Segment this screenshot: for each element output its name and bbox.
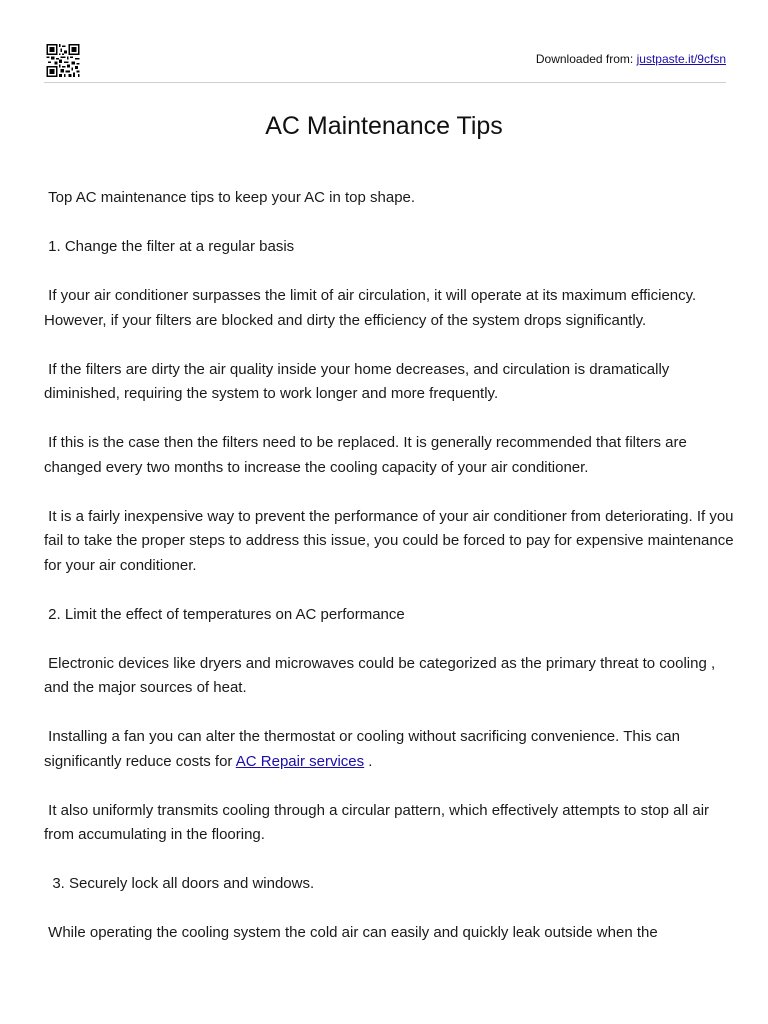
body-paragraph: It is a fairly inexpensive way to prevent the performance of your air conditioner from deteriorating. If you fail to take the proper steps to address this issue, you could be forced to pay for expensive maintenance for your air conditioner. — [44, 507, 738, 574]
section-heading: 3. Securely lock all doors and windows. — [44, 875, 315, 892]
body-paragraph-with-link — [44, 725, 734, 774]
ac-repair-services-link[interactable]: AC Repair services — [235, 752, 365, 770]
body-paragraph: If the filters are dirty the air quality inside your home decreases, and circulation is dramatically diminished, requiring the system to work longer and more frequently. — [44, 360, 674, 402]
paragraph-text: Installing a fan you can alter the thermostat or cooling without sacrificing convenience. This can significantly reduce costs for — [44, 728, 685, 770]
qr-code-icon — [45, 44, 81, 77]
body-paragraph: If your air conditioner surpasses the limit of air circulation, it will operate at its maximum efficiency. However, if your filters are blocked and dirty the efficiency of the system drops significantly. — [44, 287, 701, 329]
download-source-label: Downloaded from: — [535, 52, 634, 66]
download-source — [536, 52, 726, 66]
body-paragraph: It also uniformly transmits cooling through a circular pattern, which effectively attempts to stop all air from accumulating in the flooring. — [44, 801, 714, 843]
section-heading: 2. Limit the effect of temperatures on AC performance — [44, 605, 405, 623]
paragraph-text: . — [364, 752, 373, 770]
body-paragraph: If this is the case then the filters need to be replaced. It is generally recommended that filters are changed every two months to increase the cooling capacity of your air conditioner. — [44, 434, 692, 476]
body-paragraph: While operating the cooling system the cold air can easily and quickly leak outside when the — [44, 924, 658, 941]
section-heading: 1. Change the filter at a regular basis — [44, 238, 295, 255]
intro-paragraph: Top AC maintenance tips to keep your AC in top shape. — [44, 189, 416, 206]
download-source-link[interactable]: justpaste.it/9cfsn — [636, 52, 726, 66]
body-paragraph: Electronic devices like dryers and microwaves could be categorized as the primary threat to cooling , and the major sources of heat. — [44, 654, 720, 696]
document-title: AC Maintenance Tips — [265, 112, 503, 140]
page-header — [44, 44, 726, 83]
document-body — [44, 186, 738, 970]
